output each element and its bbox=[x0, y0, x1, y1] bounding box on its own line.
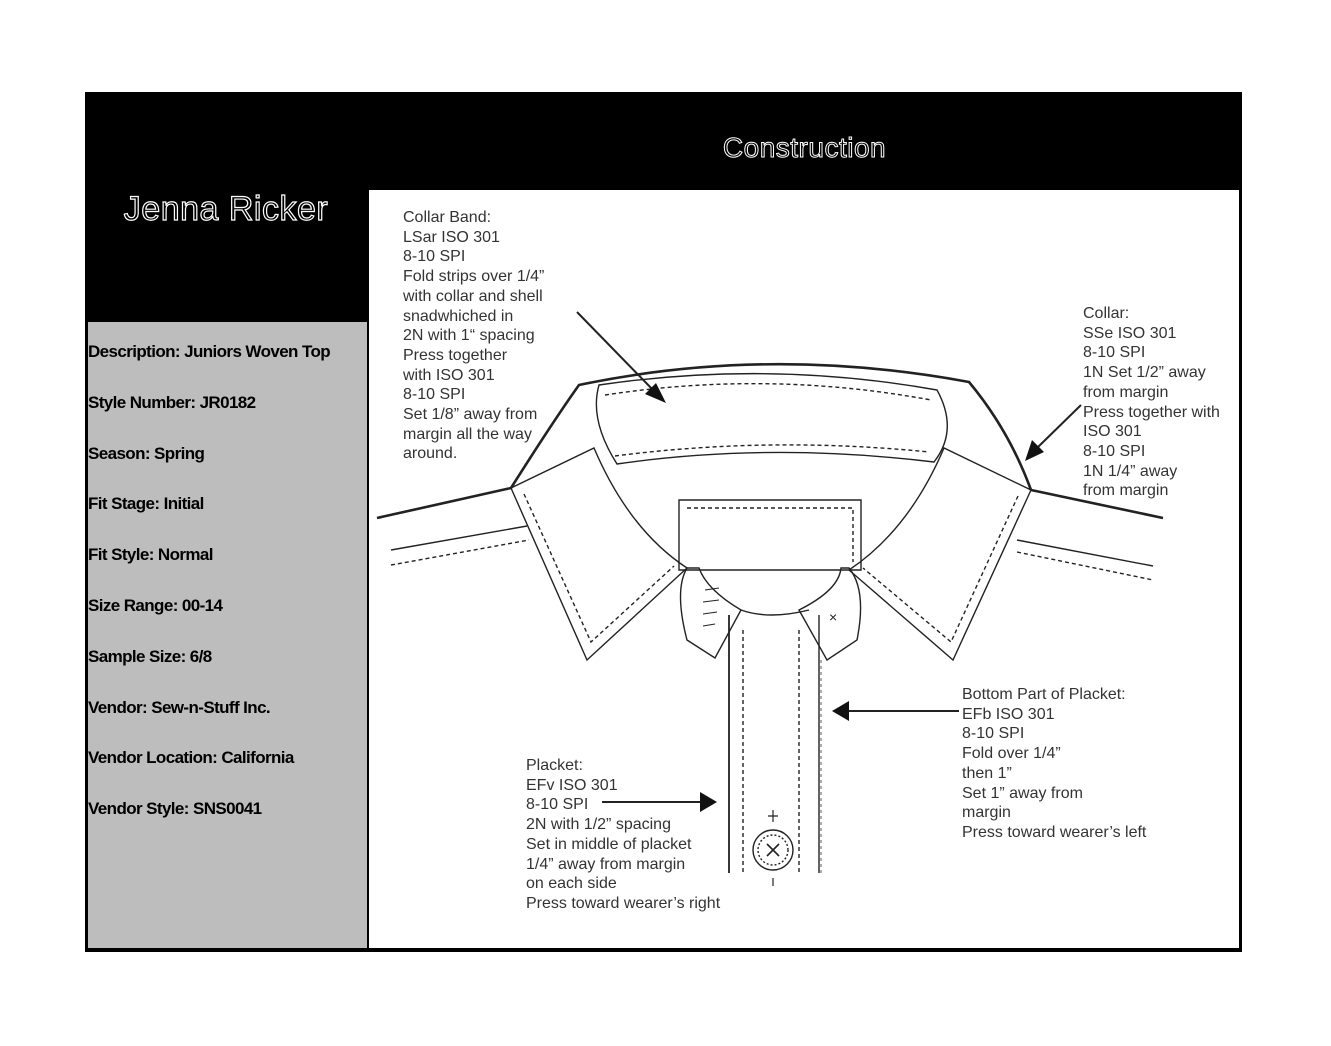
designer-name: Jenna Ricker bbox=[123, 190, 329, 228]
left-yoke-stitch bbox=[391, 540, 529, 565]
button-shank bbox=[768, 810, 778, 886]
right-yoke-stitch bbox=[1017, 552, 1153, 580]
spec-vendor: Vendor: Sew-n-Stuff Inc. bbox=[88, 697, 271, 717]
page-title: Construction bbox=[722, 132, 887, 163]
callout-collar-band: Collar Band: LSar ISO 301 8-10 SPI Fold strips over 1/4” with collar and shell snadwhiched in 2N with 1“ spacing Press together with ISO 301 8-10 SPI Set 1/8” away from margin all the way around. bbox=[403, 209, 545, 463]
spec-fit-stage: Fit Stage: Initial bbox=[88, 494, 204, 514]
spec-description: Description: Juniors Woven Top bbox=[88, 342, 331, 361]
spec-sample-size: Sample Size: 6/8 bbox=[88, 646, 212, 666]
collar-band-stitch-bottom bbox=[615, 445, 929, 456]
buttonhole-stitch bbox=[703, 588, 719, 626]
spec-sheet-frame bbox=[85, 92, 1242, 952]
left-collar-leaf bbox=[511, 448, 687, 660]
callout-bottom-placket: Bottom Part of Placket: EFb ISO 301 8-10 SPI Fold over 1/4” then 1” Set 1” away from margin Press toward wearer’s left bbox=[962, 686, 1147, 841]
right-yoke-seam bbox=[1017, 540, 1153, 566]
collar-band-arrow bbox=[577, 312, 655, 392]
title-bar bbox=[85, 92, 1242, 188]
button-x-mark: × bbox=[829, 609, 838, 625]
spec-fit-style: Fit Style: Normal bbox=[88, 545, 213, 565]
right-collar-leaf bbox=[849, 448, 1031, 660]
spec-sidebar bbox=[88, 322, 367, 948]
collar-arrow bbox=[1037, 405, 1081, 448]
left-yoke-seam bbox=[391, 526, 527, 550]
callout-collar: Collar: SSe ISO 301 8-10 SPI 1N Set 1/2” away from margin Press together with ISO 301 8-10 SPI 1N 1/4” away from margin bbox=[1083, 305, 1220, 500]
spec-size-range: Size Range: 00-14 bbox=[88, 595, 223, 615]
callout-placket: Placket: EFv ISO 301 8-10 SPI 2N with 1/2” spacing Set in middle of placket 1/4” away from margin on each side Press toward wearer’s right bbox=[526, 757, 721, 912]
left-shoulder-line bbox=[377, 488, 511, 518]
spec-vendor-style: Vendor Style: SNS0041 bbox=[88, 799, 262, 819]
construction-drawing-panel bbox=[369, 190, 1239, 948]
spec-season: Season: Spring bbox=[88, 443, 205, 463]
button-thread bbox=[767, 844, 779, 856]
spec-style-number: Style Number: JR0182 bbox=[88, 392, 256, 412]
spec-vendor-location: Vendor Location: California bbox=[88, 748, 294, 768]
neck-label-stitch bbox=[687, 508, 853, 562]
collar-outer-edge bbox=[511, 364, 1031, 490]
neck-label-panel bbox=[679, 500, 861, 570]
bottom-placket-arrowhead bbox=[832, 701, 849, 721]
spec-list bbox=[88, 342, 330, 850]
